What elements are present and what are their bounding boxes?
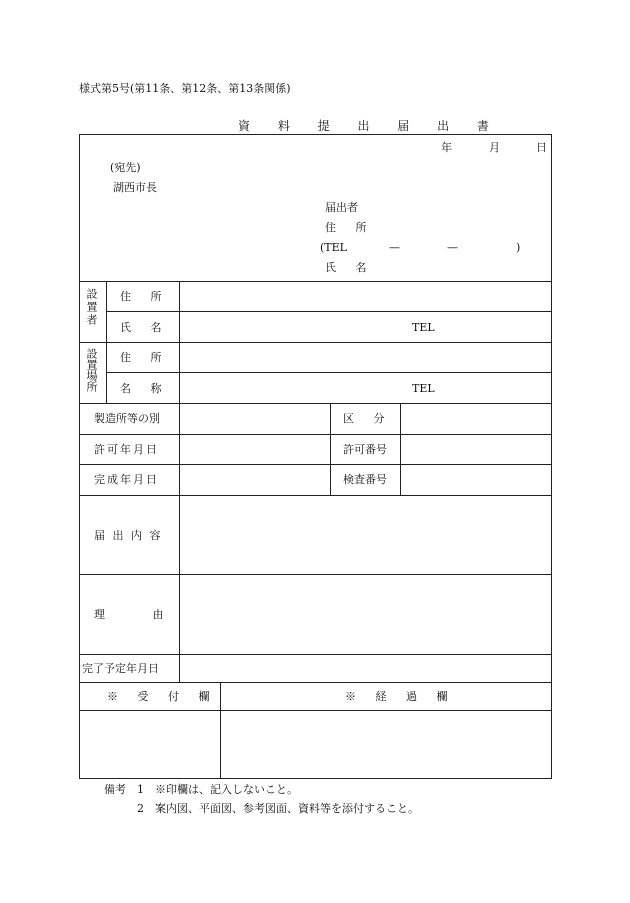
permit-number-label: 許可番号 bbox=[343, 443, 387, 456]
location-group-label: 設置場所 bbox=[85, 348, 98, 392]
location-address-label: 住 所 bbox=[120, 351, 170, 364]
category-label: 区 分 bbox=[343, 412, 393, 425]
location-tel-label: TEL bbox=[412, 382, 435, 395]
applicant-name-label: 氏 名 bbox=[325, 261, 375, 274]
installer-tel-label: TEL bbox=[412, 321, 435, 334]
addressee-label: (宛先) bbox=[110, 161, 141, 174]
location-name-label: 名 称 bbox=[120, 382, 170, 395]
installer-group-label: 設置者 bbox=[85, 288, 98, 327]
applicant-heading: 届出者 bbox=[325, 201, 358, 214]
installer-name-label: 氏 名 bbox=[120, 321, 170, 334]
progress-header: ※ 経 過 欄 bbox=[345, 690, 456, 703]
reason-label: 理 由 bbox=[94, 608, 186, 621]
reception-header: ※ 受 付 欄 bbox=[107, 690, 218, 703]
applicant-address-label: 住 所 bbox=[325, 221, 375, 234]
contents-label: 届 出 内 容 bbox=[94, 529, 163, 542]
note-1-text: ※印欄は、記入しないこと。 bbox=[155, 783, 298, 796]
note-2-number: 2 bbox=[137, 802, 144, 815]
applicant-tel-dash2: — bbox=[447, 241, 458, 254]
date-year: 年 bbox=[441, 141, 452, 154]
applicant-tel-close: ) bbox=[516, 241, 521, 254]
form-id: 様式第5号(第11条、第12条、第13条関係) bbox=[79, 82, 291, 95]
permit-date-label: 許可年月日 bbox=[94, 443, 159, 456]
notes-label: 備考 bbox=[104, 783, 126, 796]
addressee-name: 湖西市長 bbox=[113, 181, 157, 194]
applicant-tel-open: (TEL bbox=[320, 241, 347, 254]
inspection-number-label: 検査番号 bbox=[343, 473, 387, 486]
note-1-number: 1 bbox=[137, 783, 144, 796]
facility-type-label: 製造所等の別 bbox=[94, 412, 160, 425]
note-2-text: 案内図、平面図、参考図面、資料等を添付すること。 bbox=[155, 802, 419, 815]
form-title: 資 料 提 出 届 出 書 bbox=[238, 119, 501, 133]
completion-date-label: 完成年月日 bbox=[94, 473, 159, 486]
installer-address-label: 住 所 bbox=[120, 290, 170, 303]
planned-completion-label: 完了予定年月日 bbox=[82, 662, 159, 675]
date-day: 日 bbox=[536, 141, 547, 154]
date-month: 月 bbox=[489, 141, 500, 154]
applicant-tel-dash1: — bbox=[389, 241, 400, 254]
